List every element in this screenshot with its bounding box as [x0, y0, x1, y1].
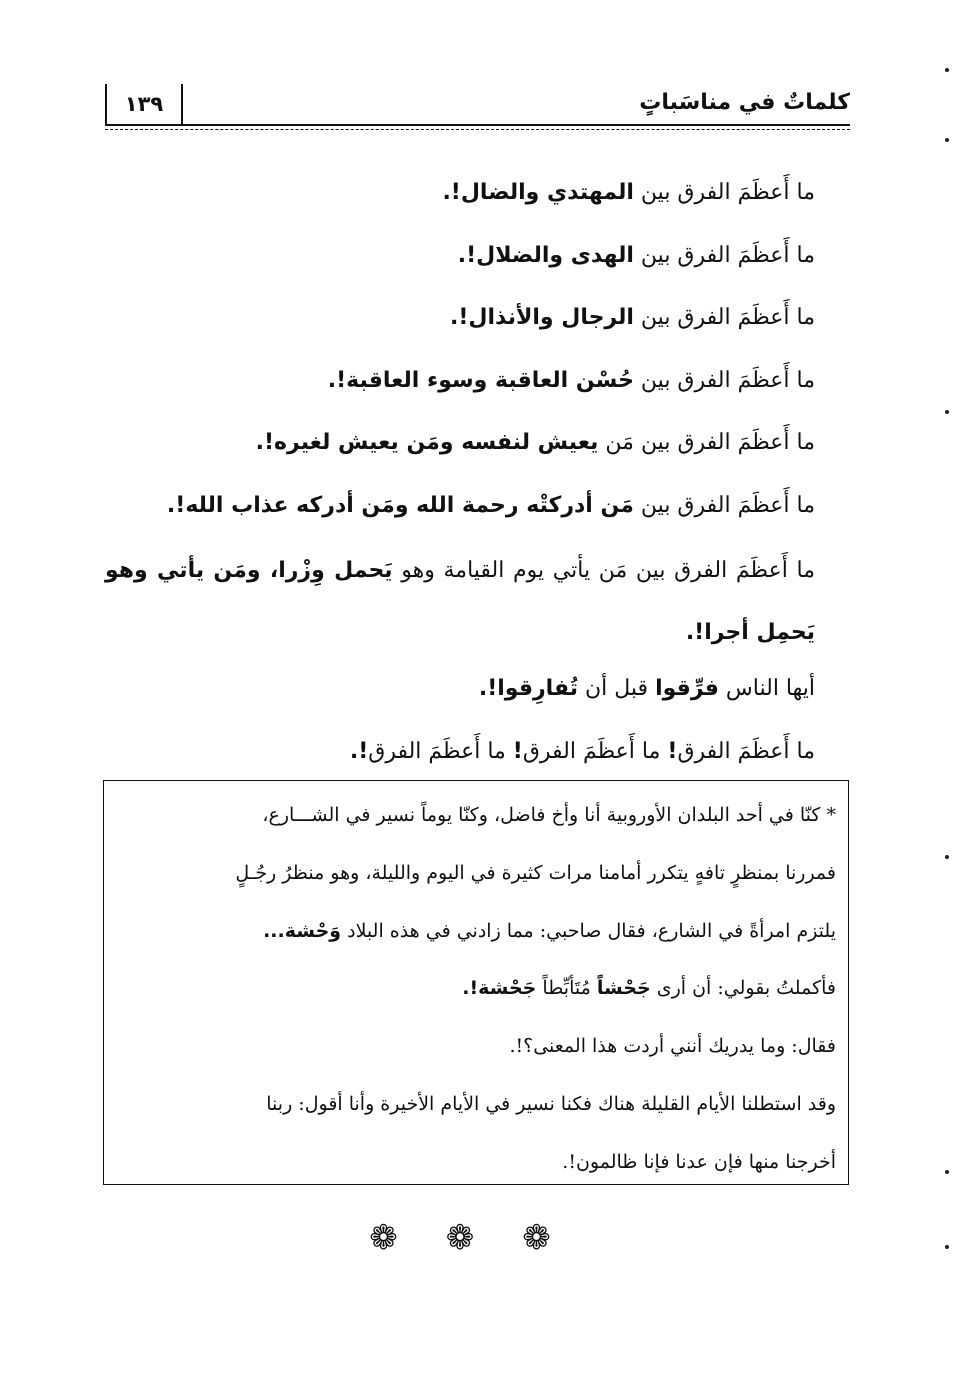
text-line [105, 293, 815, 356]
line-bold: الهدى والضلال!. [457, 242, 634, 268]
footnote-bold: جَحْشاً [596, 977, 651, 1000]
text-line [105, 356, 815, 419]
footnote-bold: جَحْشة!. [462, 977, 537, 1000]
scan-speck [945, 410, 949, 414]
scan-speck [945, 1170, 949, 1174]
footnote-line: وقد استطلنا الأيام القليلة هناك فكنا نسير في الأيام الأخيرة وأنا أقول: ربنا [266, 1092, 836, 1115]
footnote-line: أخرجنا منها فإن عدنا فإنا ظالمون!. [562, 1150, 836, 1173]
line-bold: يعيش لنفسه ومَن يعيش لغيره!. [255, 430, 599, 456]
footnote-line: * كنّا في أحد البلدان الأوروبية أنا وأخ فاضل، وكنّا يوماً نسير في الشـــارع، [262, 804, 836, 826]
text-line [105, 168, 815, 231]
line-bold: مَن أدركتْه رحمة الله ومَن أدركه عذاب الله!. [166, 492, 634, 518]
footnote-plain: مُتَأبِّطاً [536, 977, 597, 1000]
footnote-line [116, 964, 836, 1022]
text-line [105, 231, 815, 294]
footnote-box [103, 780, 849, 1185]
page-number: ١٣٩ [105, 84, 183, 124]
scan-speck [945, 138, 949, 142]
header-rule [105, 124, 850, 130]
scan-speck [945, 1245, 949, 1249]
closing-plain: ما أَعظَمَ الفرق [677, 738, 815, 764]
flower-ornament-icon: ❁ [369, 1218, 434, 1258]
footnote-plain: يلتزم امرأةً في الشارع، فقال صاحبي: مما زادني في هذه البلاد [341, 919, 836, 942]
line-plain: ما أَعظَمَ الفرق بين مَن [598, 430, 815, 456]
line-bold: الرجال والأنذال!. [449, 305, 634, 331]
footnote-line [116, 907, 836, 965]
line-plain: ما أَعظَمَ الفرق بين [633, 305, 815, 331]
footnote-plain: فأكملتُ بقولي: أن أرى [650, 977, 836, 1000]
section-ornament [0, 1218, 956, 1258]
text-line [105, 418, 815, 481]
closing-lines [105, 664, 815, 789]
line-plain: ما أَعظَمَ الفرق بين [633, 492, 815, 518]
footnote-line: فمررنا بمنظرٍ تافهٍ يتكرر أمامنا مرات كثيرة في اليوم والليلة، وهو منظرُ رجُـلٍ [235, 861, 836, 884]
long-paragraph [105, 540, 815, 664]
closing-bold: ! [667, 738, 678, 764]
line-bold: المهتدي والضال!. [442, 180, 634, 205]
exhortation-bold: تُفارِقوا!. [478, 676, 578, 701]
exhortation-plain: قبل أن [578, 676, 656, 701]
paragraph-bold: يَحمل وِزْرا، ومَن يأتي وهو يَحمِل أجرا!. [105, 558, 815, 645]
flower-ornament-icon: ❁ [522, 1218, 587, 1258]
footnote-line: فقال: وما يدريك أنني أردت هذا المعنى؟!. [509, 1035, 836, 1058]
exhortation-bold: فرِّقوا [655, 676, 719, 701]
exhortation-plain: أيها الناس [718, 676, 815, 701]
closing-bold: ! [512, 738, 523, 764]
page-header [105, 84, 850, 130]
line-plain: ما أَعظَمَ الفرق بين [633, 242, 815, 268]
exhortation-line [105, 664, 815, 727]
closing-plain: ما أَعظَمَ الفرق [522, 738, 668, 764]
closing-plain: ما أَعظَمَ الفرق [368, 738, 513, 764]
line-plain: ما أَعظَمَ الفرق بين [633, 180, 815, 205]
text-line [105, 481, 815, 544]
line-bold: حُسْن العاقبة وسوء العاقبة!. [327, 367, 634, 393]
difference-lines [105, 168, 815, 544]
scan-speck [945, 68, 949, 72]
closing-bold: !. [349, 738, 369, 764]
running-title: كلماتٌ في مناسَباتٍ [639, 90, 850, 115]
footnote-bold: وَحْشة... [263, 919, 342, 942]
scan-speck [945, 855, 949, 859]
flower-ornament-icon: ❁ [445, 1218, 511, 1258]
paragraph-plain: ما أَعظَمَ الفرق بين مَن يأتي يوم القيامة وهو [392, 558, 815, 583]
line-plain: ما أَعظَمَ الفرق بين [633, 367, 815, 393]
